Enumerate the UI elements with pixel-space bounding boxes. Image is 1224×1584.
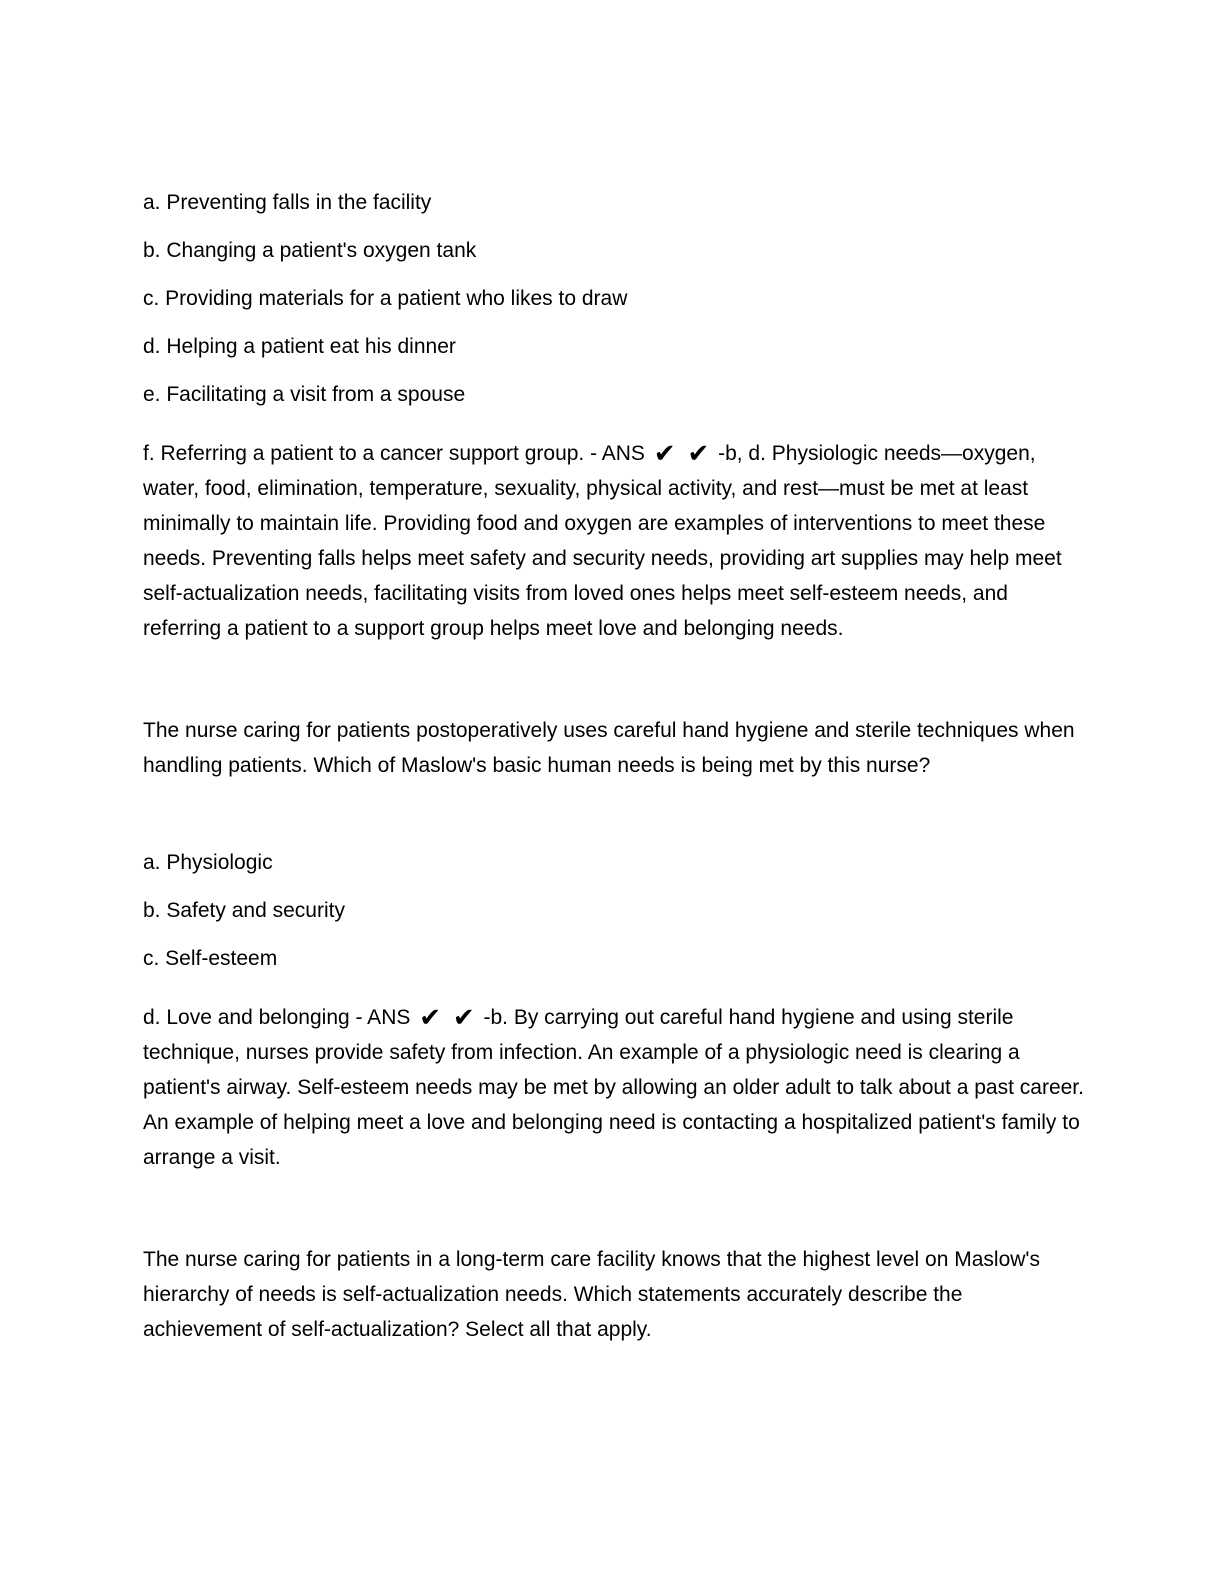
q2-answer-paragraph: d. Love and belonging - ANS ✔ ✔ -b. By carrying out careful hand hygiene and using sterile technique, nurses provide safety from infection. An example of a physiologic need is clearing a patient's airway. Self-esteem needs may be met by allowing an older adult to talk about a past career. An example of helping meet a love and belonging need is contacting a hospitalized patient's family to arrange a visit. — [143, 1003, 1084, 1169]
q2-option-a: a. Physiologic — [143, 851, 273, 874]
q1-option-e: e. Facilitating a visit from a spouse — [143, 383, 466, 406]
q2-option-c: c. Self-esteem — [143, 947, 278, 970]
q2-answer-text-before: d. Love and belonging - ANS — [143, 1006, 411, 1029]
q2-question-paragraph: The nurse caring for patients postoperatively uses careful hand hygiene and sterile techniques when handling patients. Which of Maslow's basic human needs is being met by this nurse? — [143, 719, 1075, 777]
q1-option-c: c. Providing materials for a patient who likes to draw — [143, 287, 628, 310]
q1-option-a: a. Preventing falls in the facility — [143, 191, 432, 214]
document-content — [143, 0, 1085, 1409]
q1-option-d: d. Helping a patient eat his dinner — [143, 335, 456, 358]
q2-answer-text-after: -b. By carrying out careful hand hygiene and using sterile technique, nurses provide safety from infection. An example of a physiologic need is clearing a patient's airway. Self-esteem needs may be met by allowing an older adult to talk about a past career. An example of helping meet a love and belonging need is contacting a hospitalized patient's family to arrange a visit. — [143, 1006, 1084, 1169]
q1-answer-text-after: -b, d. Physiologic needs—oxygen, water, food, elimination, temperature, sexuality, physical activity, and rest—must be met at least minimally to maintain life. Providing food and oxygen are examples of interventions to meet these needs. Preventing falls helps meet safety and security needs, providing art supplies may help meet self-actualization needs, facilitating visits from loved ones helps meet self-esteem needs, and referring a patient to a support group helps meet love and belonging needs. — [143, 442, 1062, 640]
q2-option-b: b. Safety and security — [143, 899, 345, 922]
q1-answer-paragraph: f. Referring a patient to a cancer support group. - ANS ✔ ✔ -b, d. Physiologic needs—oxygen, water, food, elimination, temperature, sexuality, physical activity, and rest—must be met at least minimally to maintain life. Providing food and oxygen are examples of interventions to meet these needs. Preventing falls helps meet safety and security needs, providing art supplies may help meet self-actualization needs, facilitating visits from loved ones helps meet self-esteem needs, and referring a patient to a support group helps meet love and belonging needs. — [143, 439, 1062, 640]
q3-question-paragraph: The nurse caring for patients in a long-term care facility knows that the highest level on Maslow's hierarchy of needs is self-actualization needs. Which statements accurately describe the achievement of self-actualization? Select all that apply. — [143, 1248, 1040, 1341]
q1-option-b: b. Changing a patient's oxygen tank — [143, 239, 477, 262]
q1-answer-text-before: f. Referring a patient to a cancer support group. - ANS — [143, 442, 645, 465]
